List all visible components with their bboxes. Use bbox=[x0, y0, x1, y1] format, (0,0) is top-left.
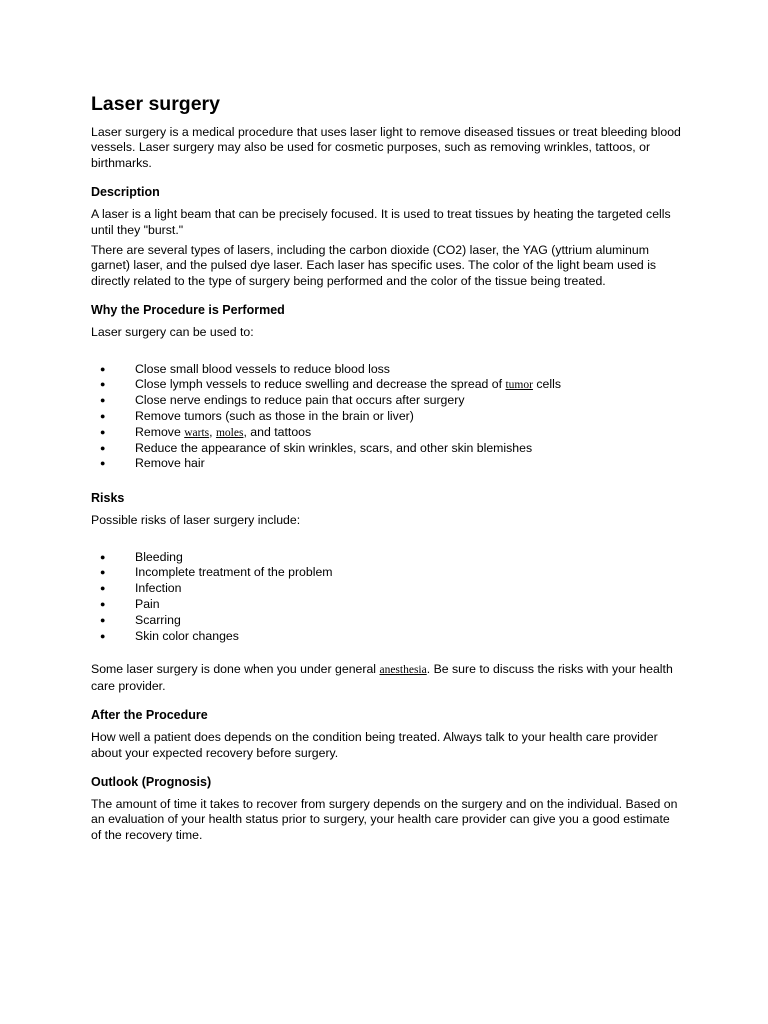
risks-note: Some laser surgery is done when you under general anesthesia. Be sure to discuss the risks with your health care provider. bbox=[91, 662, 673, 693]
bullet-icon: ● bbox=[100, 599, 106, 610]
tumor-link[interactable]: tumor bbox=[505, 379, 533, 392]
bullet-icon: ● bbox=[100, 614, 106, 625]
why-list bbox=[91, 362, 681, 473]
description-paragraph-2: There are several types of lasers, including the carbon dioxide (CO2) laser, the YAG (yttrium aluminum garnet) laser, and the pulsed dye laser. Each laser has specific uses. The color of the light beam used is directly related to the type of surgery being performed and the color of the tissue being treated. bbox=[91, 243, 657, 288]
list-item: ● Close lymph vessels to reduce swelling and decrease the spread of tumor cells bbox=[100, 377, 561, 392]
after-heading: After the Procedure bbox=[91, 708, 208, 723]
risks-list bbox=[91, 550, 681, 645]
bullet-icon: ● bbox=[100, 442, 106, 453]
why-heading: Why the Procedure is Performed bbox=[91, 303, 285, 318]
after-paragraph: How well a patient does depends on the condition being treated. Always talk to your health care provider about your expected recovery before surgery. bbox=[91, 730, 658, 760]
list-item: ● Close small blood vessels to reduce blood loss bbox=[100, 361, 390, 376]
list-item: ● Infection bbox=[100, 581, 182, 596]
bullet-icon: ● bbox=[100, 583, 106, 594]
bullet-icon: ● bbox=[100, 551, 106, 562]
list-item: ● Pain bbox=[100, 597, 160, 612]
bullet-icon: ● bbox=[100, 411, 106, 422]
list-item: ● Close nerve endings to reduce pain that occurs after surgery bbox=[100, 393, 465, 408]
list-item: ● Remove hair bbox=[100, 456, 205, 471]
outlook-paragraph: The amount of time it takes to recover from surgery depends on the surgery and on the individual. Based on an evaluation of your health status prior to surgery, your health care provider can give you a good estimate of the recovery time. bbox=[91, 797, 678, 842]
why-lead: Laser surgery can be used to: bbox=[91, 325, 254, 340]
page-title: Laser surgery bbox=[91, 93, 220, 115]
list-item: ● Skin color changes bbox=[100, 628, 239, 643]
outlook-heading: Outlook (Prognosis) bbox=[91, 775, 212, 790]
bullet-icon: ● bbox=[100, 567, 106, 578]
bullet-icon: ● bbox=[100, 630, 106, 641]
list-item: ● Remove tumors (such as those in the brain or liver) bbox=[100, 409, 414, 424]
list-item: ● Bleeding bbox=[100, 549, 183, 564]
list-item: ● Incomplete treatment of the problem bbox=[100, 565, 333, 580]
description-paragraph-1: A laser is a light beam that can be precisely focused. It is used to treat tissues by heating the targeted cells until they "burst." bbox=[91, 207, 671, 237]
bullet-icon: ● bbox=[100, 458, 106, 469]
document-page bbox=[91, 92, 681, 848]
risks-heading: Risks bbox=[91, 491, 125, 506]
description-heading: Description bbox=[91, 185, 160, 200]
list-item: ● Reduce the appearance of skin wrinkles, scars, and other skin blemishes bbox=[100, 440, 533, 455]
risks-lead: Possible risks of laser surgery include: bbox=[91, 513, 301, 528]
bullet-icon: ● bbox=[100, 395, 106, 406]
anesthesia-link[interactable]: anesthesia bbox=[379, 664, 427, 677]
bullet-icon: ● bbox=[100, 363, 106, 374]
list-item: ● Remove warts, moles, and tattoos bbox=[100, 424, 312, 439]
moles-link[interactable]: moles bbox=[215, 426, 244, 439]
bullet-icon: ● bbox=[100, 426, 106, 437]
intro-paragraph: Laser surgery is a medical procedure that uses laser light to remove diseased tissues or treat bleeding blood vessels. Laser surgery may also be used for cosmetic purposes, such as removing wrinkles, tattoos, or birthmarks. bbox=[91, 125, 681, 170]
list-item: ● Scarring bbox=[100, 612, 181, 627]
warts-link[interactable]: warts bbox=[184, 426, 210, 439]
bullet-icon: ● bbox=[100, 379, 106, 390]
